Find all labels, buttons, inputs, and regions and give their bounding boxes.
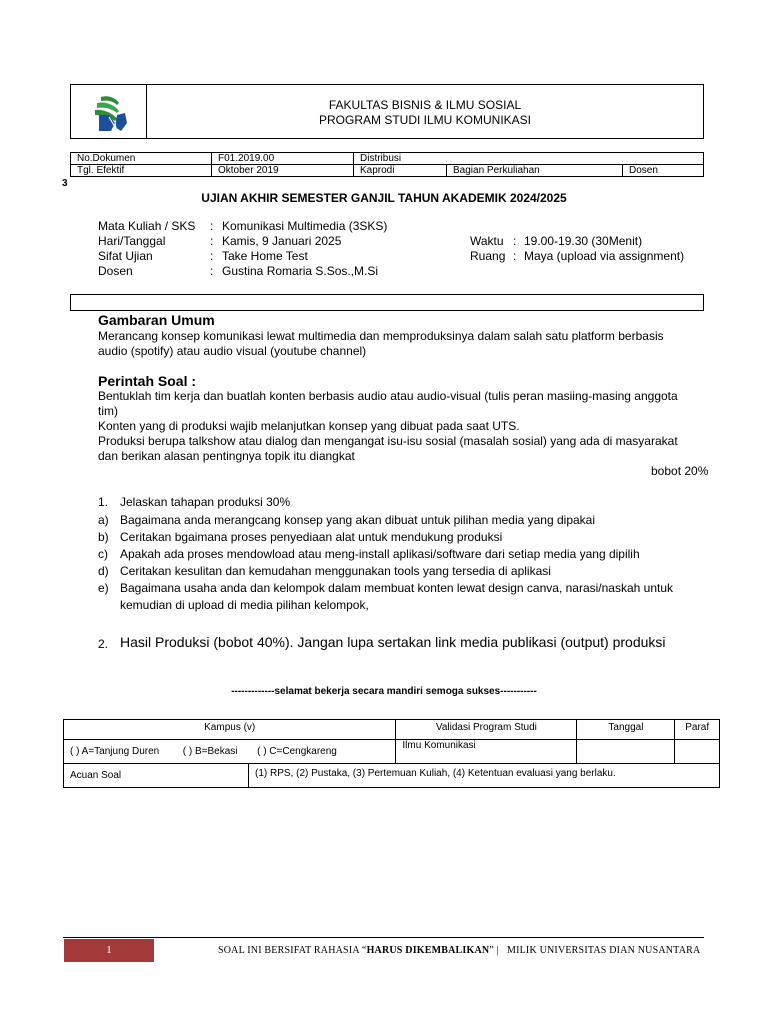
reference-row [64,764,720,788]
effective-date-label: Tgl. Efektif [71,165,212,177]
task-marker: e) [98,581,109,595]
document-meta-table [70,152,704,177]
exam-type-label: Sifat Ujian [98,249,153,263]
exam-title: UJIAN AKHIR SEMESTER GANJIL TAHUN AKADEMIK 2024/2025 [201,191,567,205]
footer-prefix: SOAL INI BERSIFAT RAHASIA “ [218,945,367,956]
colon: : [210,234,214,248]
signature-cell [675,740,720,764]
overview-heading: Gambaran Umum [98,312,215,328]
campus-option-a[interactable]: ( ) A=Tanjung Duren [70,746,160,757]
task-marker: a) [98,513,109,527]
header-box [70,84,704,139]
doc-number-value: F01.2019.00 [212,153,354,165]
room-value: Maya (upload via assignment) [524,249,685,263]
campus-header: Kampus (v) [64,720,396,740]
instructions-line: tim) [98,404,118,418]
doc-number-label: No.Dokumen [71,153,212,165]
course-label: Mata Kuliah / SKS [98,219,196,233]
task-text: Hasil Produksi (bobot 40%). Jangan lupa sertakan link media publikasi (output) produksi [120,634,666,650]
campus-option-c[interactable]: ( ) C=Cengkareng [257,746,337,757]
program-name: PROGRAM STUDI ILMU KOMUNIKASI [318,113,532,127]
task-text: Jelaskan tahapan produksi 30% [120,495,291,509]
date-value: Kamis, 9 Januari 2025 [222,234,342,248]
footer-text [218,945,700,956]
distribution-label: Distribusi [354,153,704,165]
header-title [147,98,703,128]
footer-emphasis: HARUS DIKEMBALIKAN [366,945,490,956]
campus-options [64,740,396,764]
faculty-name: FAKULTAS BISNIS & ILMU SOSIAL [328,98,522,112]
time-value: 19.00-19.30 (30Menit) [524,234,643,248]
reference-label: Acuan Soal [64,764,249,788]
task-text: Bagaimana anda merangcang konsep yang akan dibuat untuk pilihan media yang dipakai [120,513,596,527]
validation-table [63,719,720,788]
footer-divider [63,937,704,938]
doc-meta-row [71,165,704,177]
logo-cell [71,85,147,138]
overview-line: audio (spotify) atau audio visual (youtube channel) [98,344,367,358]
overview-line: Merancang konsep komunikasi lewat multimedia dan memproduksinya dalam salah satu platform berbasis [98,329,664,343]
instructions-line: Bentuklah tim kerja dan buatlah konten berbasis audio atau audio-visual (tulis peran masiing-masing anggota [98,389,678,403]
lecturer-value: Gustina Romaria S.Sos.,M.Si [222,264,379,278]
page-mark: 3 [62,178,68,189]
task-marker: b) [98,530,109,544]
signature-header: Paraf [675,720,720,740]
closing-message: -------------selamat bekerja secara mandiri semoga sukses----------- [231,686,537,697]
lecturer-label: Dosen [98,264,133,278]
validation-header: Validasi Program Studi [396,720,577,740]
doc-meta-row [71,153,704,165]
task-text: Apakah ada proses mendowload atau meng-install aplikasi/software dari setiap media yang dipilih [120,547,640,561]
task-text: Bagaimana usaha anda dan kelompok dalam membuat konten lewat design canva, narasi/naskah untuk [120,581,674,595]
footer-owner: MILIK UNIVERSITAS DIAN NUSANTARA [507,945,701,956]
colon: : [210,219,214,233]
colon: : [513,234,517,248]
study-program-cell: Ilmu Komunikasi [396,740,577,764]
task-marker: c) [98,547,108,561]
kaprodi-label: Kaprodi [354,165,447,177]
task-text: Ceritakan bgaimana proses penyediaan alat untuk mendukung produksi [120,530,503,544]
time-label: Waktu [470,234,504,248]
room-label: Ruang [470,249,506,263]
task-marker: 2. [98,637,109,651]
date-header: Tanggal [577,720,675,740]
reference-value: (1) RPS, (2) Pustaka, (3) Pertemuan Kuliah, (4) Ketentuan evaluasi yang berlaku. [249,764,720,788]
task-text: kemudian di upload di media pilihan kelompok, [120,598,369,612]
date-cell [577,740,675,764]
blank-box [70,294,704,311]
instructions-line: Produksi berupa talkshow atau dialog dan mengangat isu-isu sosial (masalah sosial) yang ada di masyarakat [98,434,678,448]
instructions-heading: Perintah Soal : [98,373,197,389]
task-marker: 1. [98,495,109,509]
bagian-label: Bagian Perkuliahan [447,165,623,177]
task-text: Ceritakan kesulitan dan kemudahan menggunakan tools yang tersedia di aplikasi [120,564,551,578]
colon: : [513,249,517,263]
colon: : [210,264,214,278]
university-leaf-logo-icon [71,85,147,138]
weight-note: bobot 20% [651,464,709,478]
exam-type-value: Take Home Test [222,249,308,263]
colon: : [210,249,214,263]
campus-option-b[interactable]: ( ) B=Bekasi [182,746,238,757]
date-label: Hari/Tanggal [98,234,166,248]
instructions-line: Konten yang di produksi wajib melanjutkan konsep yang dibuat pada saat UTS. [98,419,520,433]
validation-header-row [64,720,720,740]
footer-separator: ” | [489,945,499,956]
course-value: Komunikasi Multimedia (3SKS) [222,219,388,233]
effective-date-value: Oktober 2019 [212,165,354,177]
page-number-badge: 1 [64,939,154,962]
validation-row [64,740,720,764]
instructions-line: dan berikan alasan pentingnya topik itu diangkat [98,449,355,463]
task-marker: d) [98,564,109,578]
dosen-label: Dosen [623,165,704,177]
